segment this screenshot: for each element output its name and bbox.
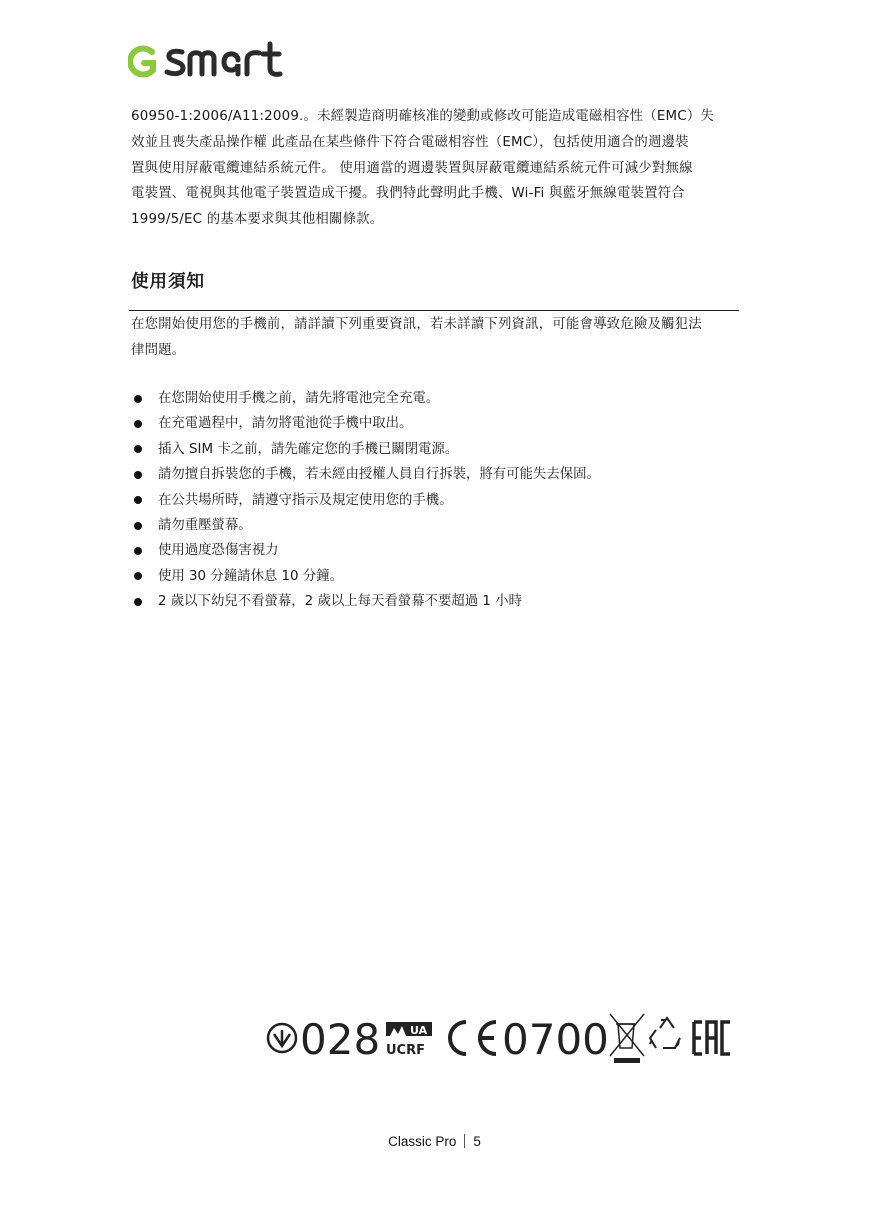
paragraph-line: 1999/5/EC 的基本要求與其他相關條款。 [131, 212, 384, 228]
list-item-text: 使用 30 分鐘請休息 10 分鐘。 [158, 568, 344, 584]
ua-badge-label: UA [410, 1024, 428, 1037]
list-item [134, 513, 600, 538]
paragraph-line: 律問題。 [131, 342, 186, 358]
list-item [134, 386, 600, 411]
list-item [134, 411, 600, 436]
ua-ucrf-badge-icon [386, 1022, 432, 1058]
usage-notice-list [134, 386, 600, 615]
product-name: Classic Pro [388, 1134, 457, 1149]
ua-code-text: 028 [300, 1015, 381, 1064]
list-item [134, 462, 600, 487]
bullet-icon [134, 420, 142, 428]
list-item-text: 在您開始使用手機之前，請先將電池完全充電。 [158, 391, 440, 406]
list-item-text: 使用過度恐傷害視力 [158, 543, 279, 559]
paragraph-line: 電裝置、電視與其他電子裝置造成干擾。我們特此聲明此手機、Wi-Fi 與藍牙無線電裝置符合 [131, 186, 685, 202]
list-item [134, 437, 600, 462]
page-number: 5 [473, 1134, 481, 1149]
section-divider [129, 310, 739, 311]
ce-number-text: 0700 [502, 1015, 609, 1064]
paragraph-line: 置與使用屏蔽電纜連結系統元件。 使用適當的週邊裝置與屏蔽電纜連結系統元件可減少對無線 [131, 160, 693, 176]
weee-crossed-bin-icon [610, 1014, 644, 1063]
certification-marks [264, 1008, 734, 1068]
section-heading: 使用須知 [131, 272, 205, 292]
gsmart-logo [128, 38, 298, 83]
list-item-text: 在公共場所時，請遵守指示及規定使用您的手機。 [158, 492, 453, 508]
list-item-text: 在充電過程中，請勿將電池從手機中取出。 [158, 416, 413, 432]
recycle-icon [650, 1018, 680, 1048]
eac-mark-icon [694, 1022, 730, 1054]
bullet-icon [134, 598, 142, 606]
bullet-icon [134, 547, 142, 555]
list-item-text: 請勿擅自拆裝您的手機，若未經由授權人員自行拆裝，將有可能失去保固。 [158, 467, 600, 483]
paragraph-line: 效並且喪失產品操作權 此產品在某些條件下符合電磁相容性（EMC），包括使用適合的週邊裝 [131, 134, 689, 150]
list-item [134, 488, 600, 513]
ucrf-label: UCRF [386, 1043, 425, 1058]
gsmart-logo-icon [128, 38, 298, 83]
list-item [134, 564, 600, 589]
list-item [134, 538, 600, 563]
notice-paragraph [131, 312, 741, 364]
ce-mark-icon [450, 1022, 496, 1054]
bullet-icon [134, 522, 142, 530]
bullet-icon [134, 496, 142, 504]
paragraph-line: 在您開始使用您的手機前，請詳讀下列重要資訊，若未詳讀下列資訊，可能會導致危險及觸犯法 [131, 317, 702, 332]
list-item-text: 請勿重壓螢幕。 [158, 517, 252, 533]
list-item-text: 插入 SIM 卡之前，請先確定您的手機已關閉電源。 [158, 441, 459, 457]
bullet-icon [134, 572, 142, 580]
page-footer [0, 1134, 869, 1149]
list-item [134, 589, 600, 614]
bullet-icon [134, 445, 142, 453]
paragraph-line: 60950-1:2006/A11:2009.。未經製造商明確核准的變動或修改可能造成電磁相容性（EMC）失 [131, 109, 714, 124]
ukraine-trident-mark-icon [268, 1024, 296, 1052]
compliance-paragraph [131, 104, 741, 233]
list-item-text: 2 歲以下幼兒不看螢幕，2 歲以上每天看螢幕不要超過 1 小時 [158, 594, 522, 610]
bullet-icon [134, 471, 142, 479]
footer-divider [464, 1134, 465, 1148]
bullet-icon [134, 395, 142, 403]
